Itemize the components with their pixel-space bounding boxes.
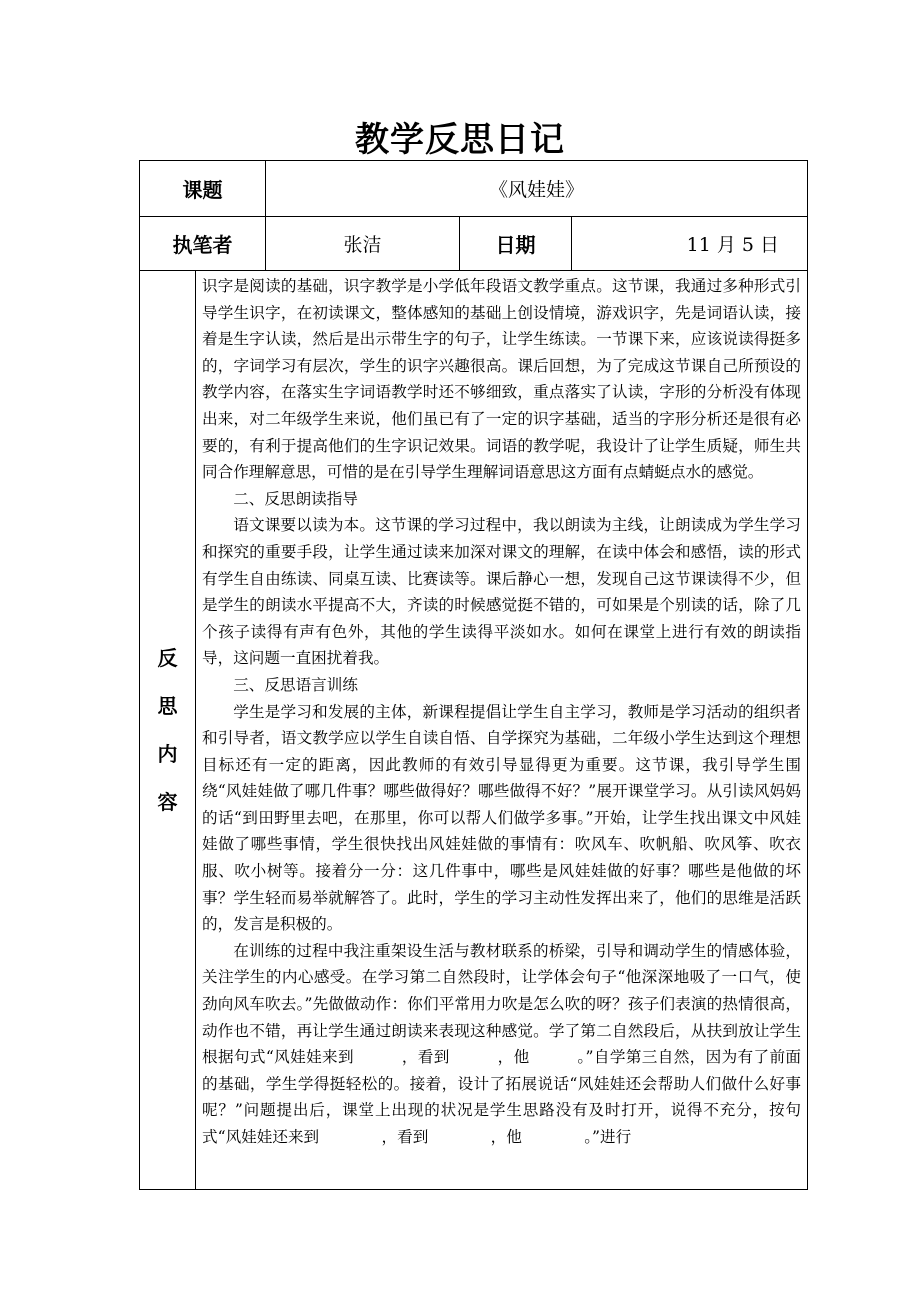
author-value: 张洁 (266, 217, 460, 271)
section-heading: 二、反思朗读指导 (233, 489, 358, 508)
reflection-content (196, 271, 808, 1190)
reflection-paragraph: 在训练的过程中我注重架设生活与教材联系的桥梁，引导和调动学生的情感体验，关注学生的内心感受。在学习第二自然段时，让学体会句子“他深深地吸了一口气，使劲向风车吹去。”先做做动作：你们平常用力吹是怎么吹的呀？孩子们表演的热情很高，动作也不错，再让学生通过朗读来表现这种感觉。学了第二自然段后，从扶到放让学生根据句式“风娃娃来到 ，看到 ，他 。”自学第三自然，因为有了前面的基础，学生学得挺轻松的。接着，设计了拓展说话“风娃娃还会帮助人们做什么好事呢？”问题提出后，课堂上出现的状况是学生思路没有及时打开，说得不充分，按句式“风娃娃还来到 ，看到 ，他 。”进行 (202, 941, 802, 1146)
reflection-paragraph: 学生是学习和发展的主体，新课程提倡让学生自主学习，教师是学习活动的组织者和引导者，语文教学应以学生自读自悟、自学探究为基础，二年级小学生达到这个理想目标还有一定的距离，因此教师的有效引导显得更为重要。这节课，我引导学生围绕“风娃娃做了哪几件事？哪些做得好？哪些做得不好？”展开课堂学习。从引读风妈妈的话“到田野里去吧，在那里，你可以帮人们做学多事。”开始，让学生找出课文中风娃娃做了哪些事情，学生很快找出风娃娃做的事情有：吹风车、吹帆船、吹风筝、吹衣服、吹小树等。接着分一分：这几件事中，哪些是风娃娃做的好事？哪些是他做的坏事？学生轻而易举就解答了。此时，学生的学习主动性发挥出来了，他们的思维是活跃的，发言是积极的。 (202, 702, 802, 934)
reflection-paragraph: 识字是阅读的基础，识字教学是小学低年段语文教学重点。这节课，我通过多种形式引导学生识字，在初读课文，整体感知的基础上创设情境，游戏识字，先是词语认读，接着是生字认读，然后是出示带生字的句子，让学生练读。一节课下来，应该说读得挺多的，字词学习有层次，学生的识字兴趣很高。课后回想，为了完成这节课自己所预设的教学内容，在落实生字词语教学时还不够细致，重点落实了认读，字形的分析没有体现出来，对二年级学生来说，他们虽已有了一定的识字基础，适当的字形分析还是很有必要的，有利于提高他们的生字识记效果。词语的教学呢，我设计了让学生质疑，师生共同合作理解意思，可惜的是在引导学生理解词语意思这方面有点蜻蜓点水的感觉。 (202, 277, 802, 482)
topic-row (140, 161, 808, 217)
topic-value: 《风娃娃》 (266, 161, 808, 217)
reflection-row (140, 271, 808, 1190)
date-label: 日期 (460, 217, 572, 271)
reflection-label-char: 反 (157, 646, 178, 670)
author-row (140, 217, 808, 271)
date-value: 11 月 5 日 (572, 217, 808, 271)
reflection-label-char: 思 (157, 694, 178, 718)
reflection-label-char: 内 (157, 742, 178, 766)
diary-table (139, 160, 808, 1190)
section-heading: 三、反思语言训练 (233, 675, 358, 694)
author-label: 执笔者 (140, 217, 266, 271)
topic-label: 课题 (140, 161, 266, 217)
page-title: 教学反思日记 (355, 120, 565, 160)
reflection-label-char: 容 (157, 790, 178, 814)
reflection-paragraph: 语文课要以读为本。这节课的学习过程中，我以朗读为主线，让朗读成为学生学习和探究的重要手段，让学生通过读来加深对课文的理解，在读中体会和感悟，读的形式有学生自由练读、同桌互读、比赛读等。课后静心一想，发现自己这节课读得不少，但是学生的朗读水平提高不大，齐读的时候感觉挺不错的，可如果是个别读的话，除了几个孩子读得有声有色外，其他的学生读得平淡如水。如何在课堂上进行有效的朗读指导，这问题一直困扰着我。 (202, 516, 802, 668)
reflection-label (140, 271, 196, 1190)
